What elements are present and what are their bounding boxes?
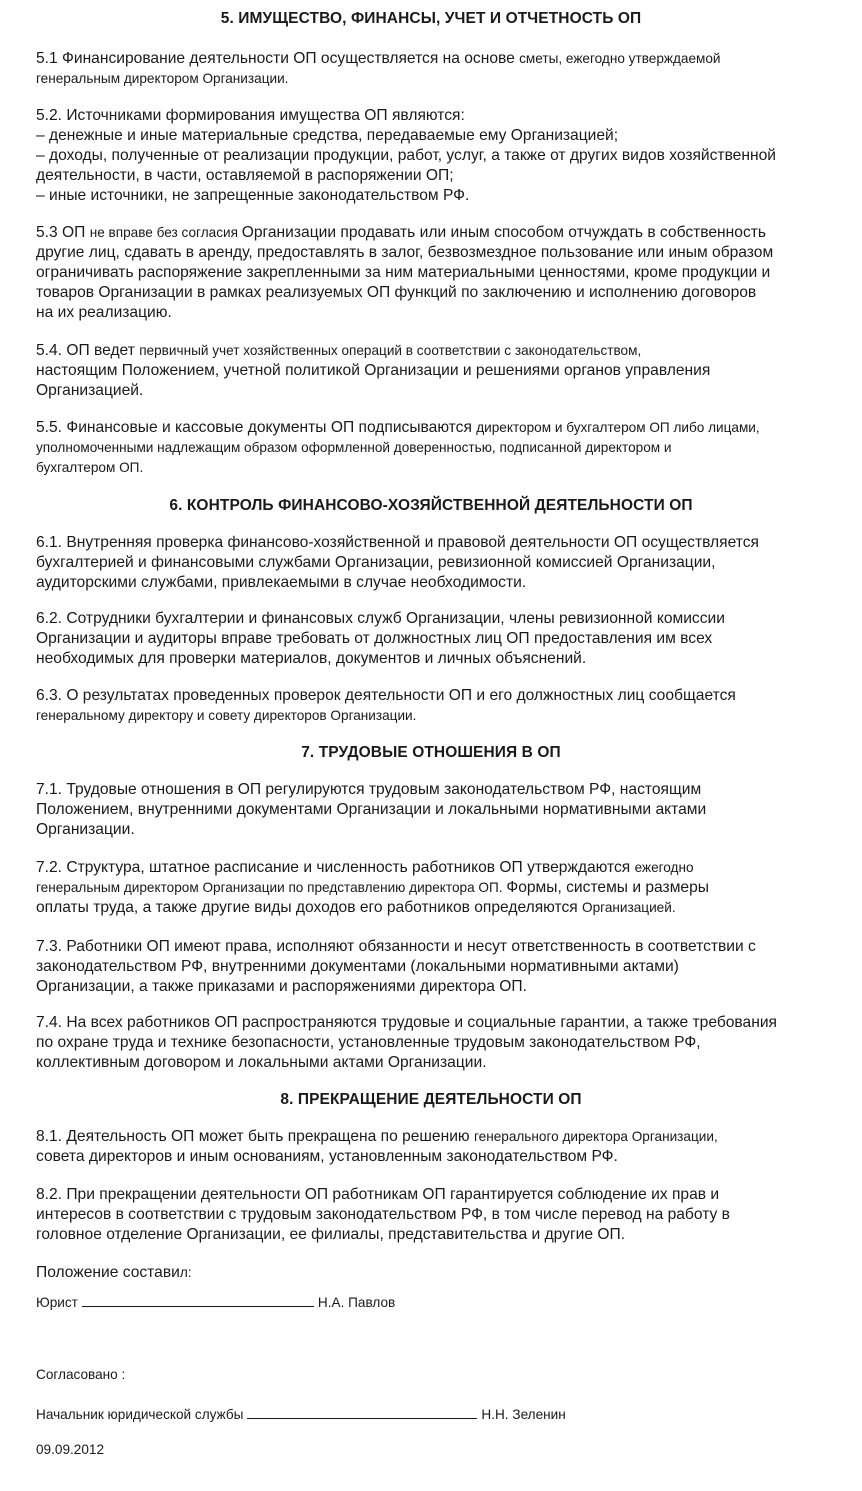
head-name: Н.Н. Зеленин — [481, 1407, 566, 1422]
section-5-heading: 5. ИМУЩЕСТВО, ФИНАНСЫ, УЧЕТ И ОТЧЕТНОСТЬ ОП — [220, 10, 642, 27]
paragraph-6-1: 6.1. Внутренняя проверка финансово-хозяйственной и правовой деятельности ОП осуществляется бухгалтерией и финансовыми службами Организации, ревизионной комиссией Организации, аудиторскими службами, привлекаемыми в случае необходимости. — [36, 534, 759, 591]
paragraph-7-1: 7.1. Трудовые отношения в ОП регулируются трудовым законодательством РФ, настоящим Положением, внутренними документами Организации и локальными нормативными актами Организации. — [36, 781, 707, 838]
paragraph-8-2: 8.2. При прекращении деятельности ОП работникам ОП гарантируется соблюдение их прав и интересов в соответствии с трудовым законодательством РФ, в том числе перевод на работу в головное отделение Организации, ее филиалы, представительства и другие ОП. — [36, 1186, 730, 1243]
composed-by-label: Положение составил: — [36, 1264, 192, 1281]
lawyer-name: Н.А. Павлов — [317, 1295, 396, 1310]
paragraph-6-2: 6.2. Сотрудники бухгалтерии и финансовых служб Организации, члены ревизионной комиссии Организации и аудиторы вправе требовать от должностных лиц ОП предоставления им всех необходимых для проверки материалов, документов и личных объяснений. — [36, 610, 725, 667]
head-signature-blank — [247, 1404, 477, 1419]
lawyer-signature-line — [36, 1292, 395, 1313]
document-date: 09.09.2012 — [36, 1442, 105, 1457]
paragraph-5-2: 5.2. Источниками формирования имущества ОП являются: – денежные и иные материальные средства, передаваемые ему Организацией; – доходы, полученные от реализации продукции, работ, услуг, а также от других видов хозяйственной деятельности, в части, оставляемой в распоряжении ОП; – иные источники, не запрещенные законодательством РФ. — [36, 107, 776, 204]
agreed-label: Согласовано : — [36, 1367, 126, 1382]
lawyer-signature-blank — [82, 1292, 314, 1307]
paragraph-6-3: 6.3. О результатах проведенных проверок деятельности ОП и его должностных лиц сообщается генеральному директору и совету директоров Организации. — [36, 687, 736, 723]
paragraph-5-3: 5.3 ОП не вправе без согласия Организации продавать или иным способом отчуждать в собственность другие лиц, сдавать в аренду, предоставлять в залог, безвозмездное пользование или иным образом ограничивать распоряжение закрепленными за ним материальными ценностями, кроме продукции и товаров Организации в рамках реализуемых ОП функций по заключению и исполнению договоров на их реализацию. — [36, 224, 774, 321]
head-signature-line — [36, 1404, 566, 1425]
paragraph-5-5: 5.5. Финансовые и кассовые документы ОП подписываются директором и бухгалтером ОП либо лицами, уполномоченными надлежащим образом оформленной доверенностью, подписанной директором и бухгалтером ОП. — [36, 419, 760, 475]
section-6-heading: 6. КОНТРОЛЬ ФИНАНСОВО-ХОЗЯЙСТВЕННОЙ ДЕЯТЕЛЬНОСТИ ОП — [169, 497, 693, 514]
head-role: Начальник юридической службы — [36, 1407, 244, 1422]
lawyer-role: Юрист — [36, 1295, 78, 1310]
section-8-heading: 8. ПРЕКРАЩЕНИЕ ДЕЯТЕЛЬНОСТИ ОП — [280, 1091, 582, 1108]
section-7-heading: 7. ТРУДОВЫЕ ОТНОШЕНИЯ В ОП — [301, 744, 561, 761]
paragraph-5-4: 5.4. ОП ведет первичный учет хозяйственных операций в соответствии с законодательством, настоящим Положением, учетной политикой Организации и решениями органов управления Организацией. — [36, 342, 711, 399]
paragraph-7-3: 7.3. Работники ОП имеют права, исполняют обязанности и несут ответственность в соответствии с законодательством РФ, внутренними документами (локальными нормативными актами) Организации, а также приказами и распоряжениями директора ОП. — [36, 938, 756, 995]
paragraph-7-2: 7.2. Структура, штатное расписание и численность работников ОП утверждаются ежегодно генеральным директором Организации по представлению директора ОП. Формы, системы и размеры оплаты труда, а также другие виды доходов его работников определяются Организацией. — [36, 859, 709, 916]
paragraph-5-1: 5.1 Финансирование деятельности ОП осуществляется на основе сметы, ежегодно утверждаемой генеральным директором Организации. — [36, 50, 721, 86]
paragraph-8-1: 8.1. Деятельность ОП может быть прекращена по решению генерального директора Организации, совета директоров и иным основаниям, установленным законодательством РФ. — [36, 1128, 718, 1165]
paragraph-7-4: 7.4. На всех работников ОП распространяются трудовые и социальные гарантии, а также требования по охране труда и технике безопасности, установленные трудовым законодательством РФ, коллективным договором и локальными актами Организации. — [36, 1014, 777, 1071]
